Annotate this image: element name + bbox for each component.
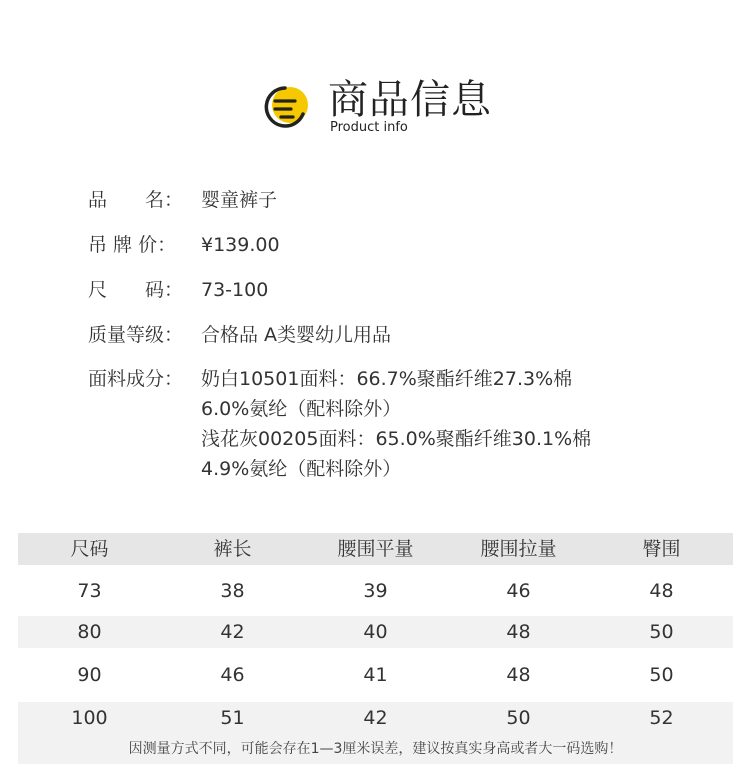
table-cell: 48 <box>506 664 531 686</box>
table-cell: 50 <box>649 664 674 686</box>
table-row <box>18 575 733 607</box>
table-cell: 42 <box>363 707 388 729</box>
table-header-cell: 尺码 <box>70 538 109 560</box>
size-value: 73-100 <box>201 279 269 301</box>
table-cell: 48 <box>506 621 531 643</box>
table-cell: 40 <box>363 621 388 643</box>
table-header-row <box>18 533 733 565</box>
table-cell: 52 <box>649 707 674 729</box>
table-row <box>18 616 733 648</box>
table-cell: 90 <box>77 664 102 686</box>
table-cell: 51 <box>220 707 245 729</box>
table-header-cell: 腰围拉量 <box>480 538 557 560</box>
name-value: 婴童裤子 <box>201 189 278 211</box>
table-cell: 100 <box>71 707 108 729</box>
price-value: ¥139.00 <box>201 234 280 256</box>
fabric-line: 奶白10501面料：66.7%聚酯纤维27.3%棉 <box>201 368 573 390</box>
fabric-line: 4.9%氨纶（配料除外） <box>201 458 402 480</box>
name-label: 品 名： <box>88 189 184 211</box>
grade-label: 质量等级： <box>88 324 184 346</box>
table-cell: 73 <box>77 580 102 602</box>
table-row <box>18 702 733 734</box>
table-cell: 46 <box>506 580 531 602</box>
table-cell: 38 <box>220 580 245 602</box>
table-cell: 39 <box>363 580 388 602</box>
table-cell: 80 <box>77 621 102 643</box>
section-title: 商品信息 <box>328 77 492 123</box>
fabric-label: 面料成分： <box>88 368 184 390</box>
section-subtitle: Product info <box>330 120 408 135</box>
table-cell: 42 <box>220 621 245 643</box>
table-header-cell: 腰围平量 <box>337 538 414 560</box>
table-cell: 50 <box>506 707 531 729</box>
table-header-cell: 裤长 <box>213 538 252 560</box>
section-header <box>0 70 750 140</box>
table-header-cell: 臀围 <box>642 538 681 560</box>
fabric-line: 浅花灰00205面料：65.0%聚酯纤维30.1%棉 <box>201 428 592 450</box>
document-lines-icon <box>263 84 313 130</box>
fabric-line: 6.0%氨纶（配料除外） <box>201 398 402 420</box>
price-label: 吊 牌 价： <box>88 234 177 256</box>
grade-value: 合格品 A类婴幼儿用品 <box>201 324 392 346</box>
table-cell: 50 <box>649 621 674 643</box>
table-cell: 41 <box>363 664 388 686</box>
measurement-note: 因测量方式不同，可能会存在1—3厘米误差，建议按真实身高或者大一码选购！ <box>18 734 733 764</box>
size-label: 尺 码： <box>88 279 184 301</box>
table-row <box>18 659 733 691</box>
table-cell: 46 <box>220 664 245 686</box>
table-cell: 48 <box>649 580 674 602</box>
